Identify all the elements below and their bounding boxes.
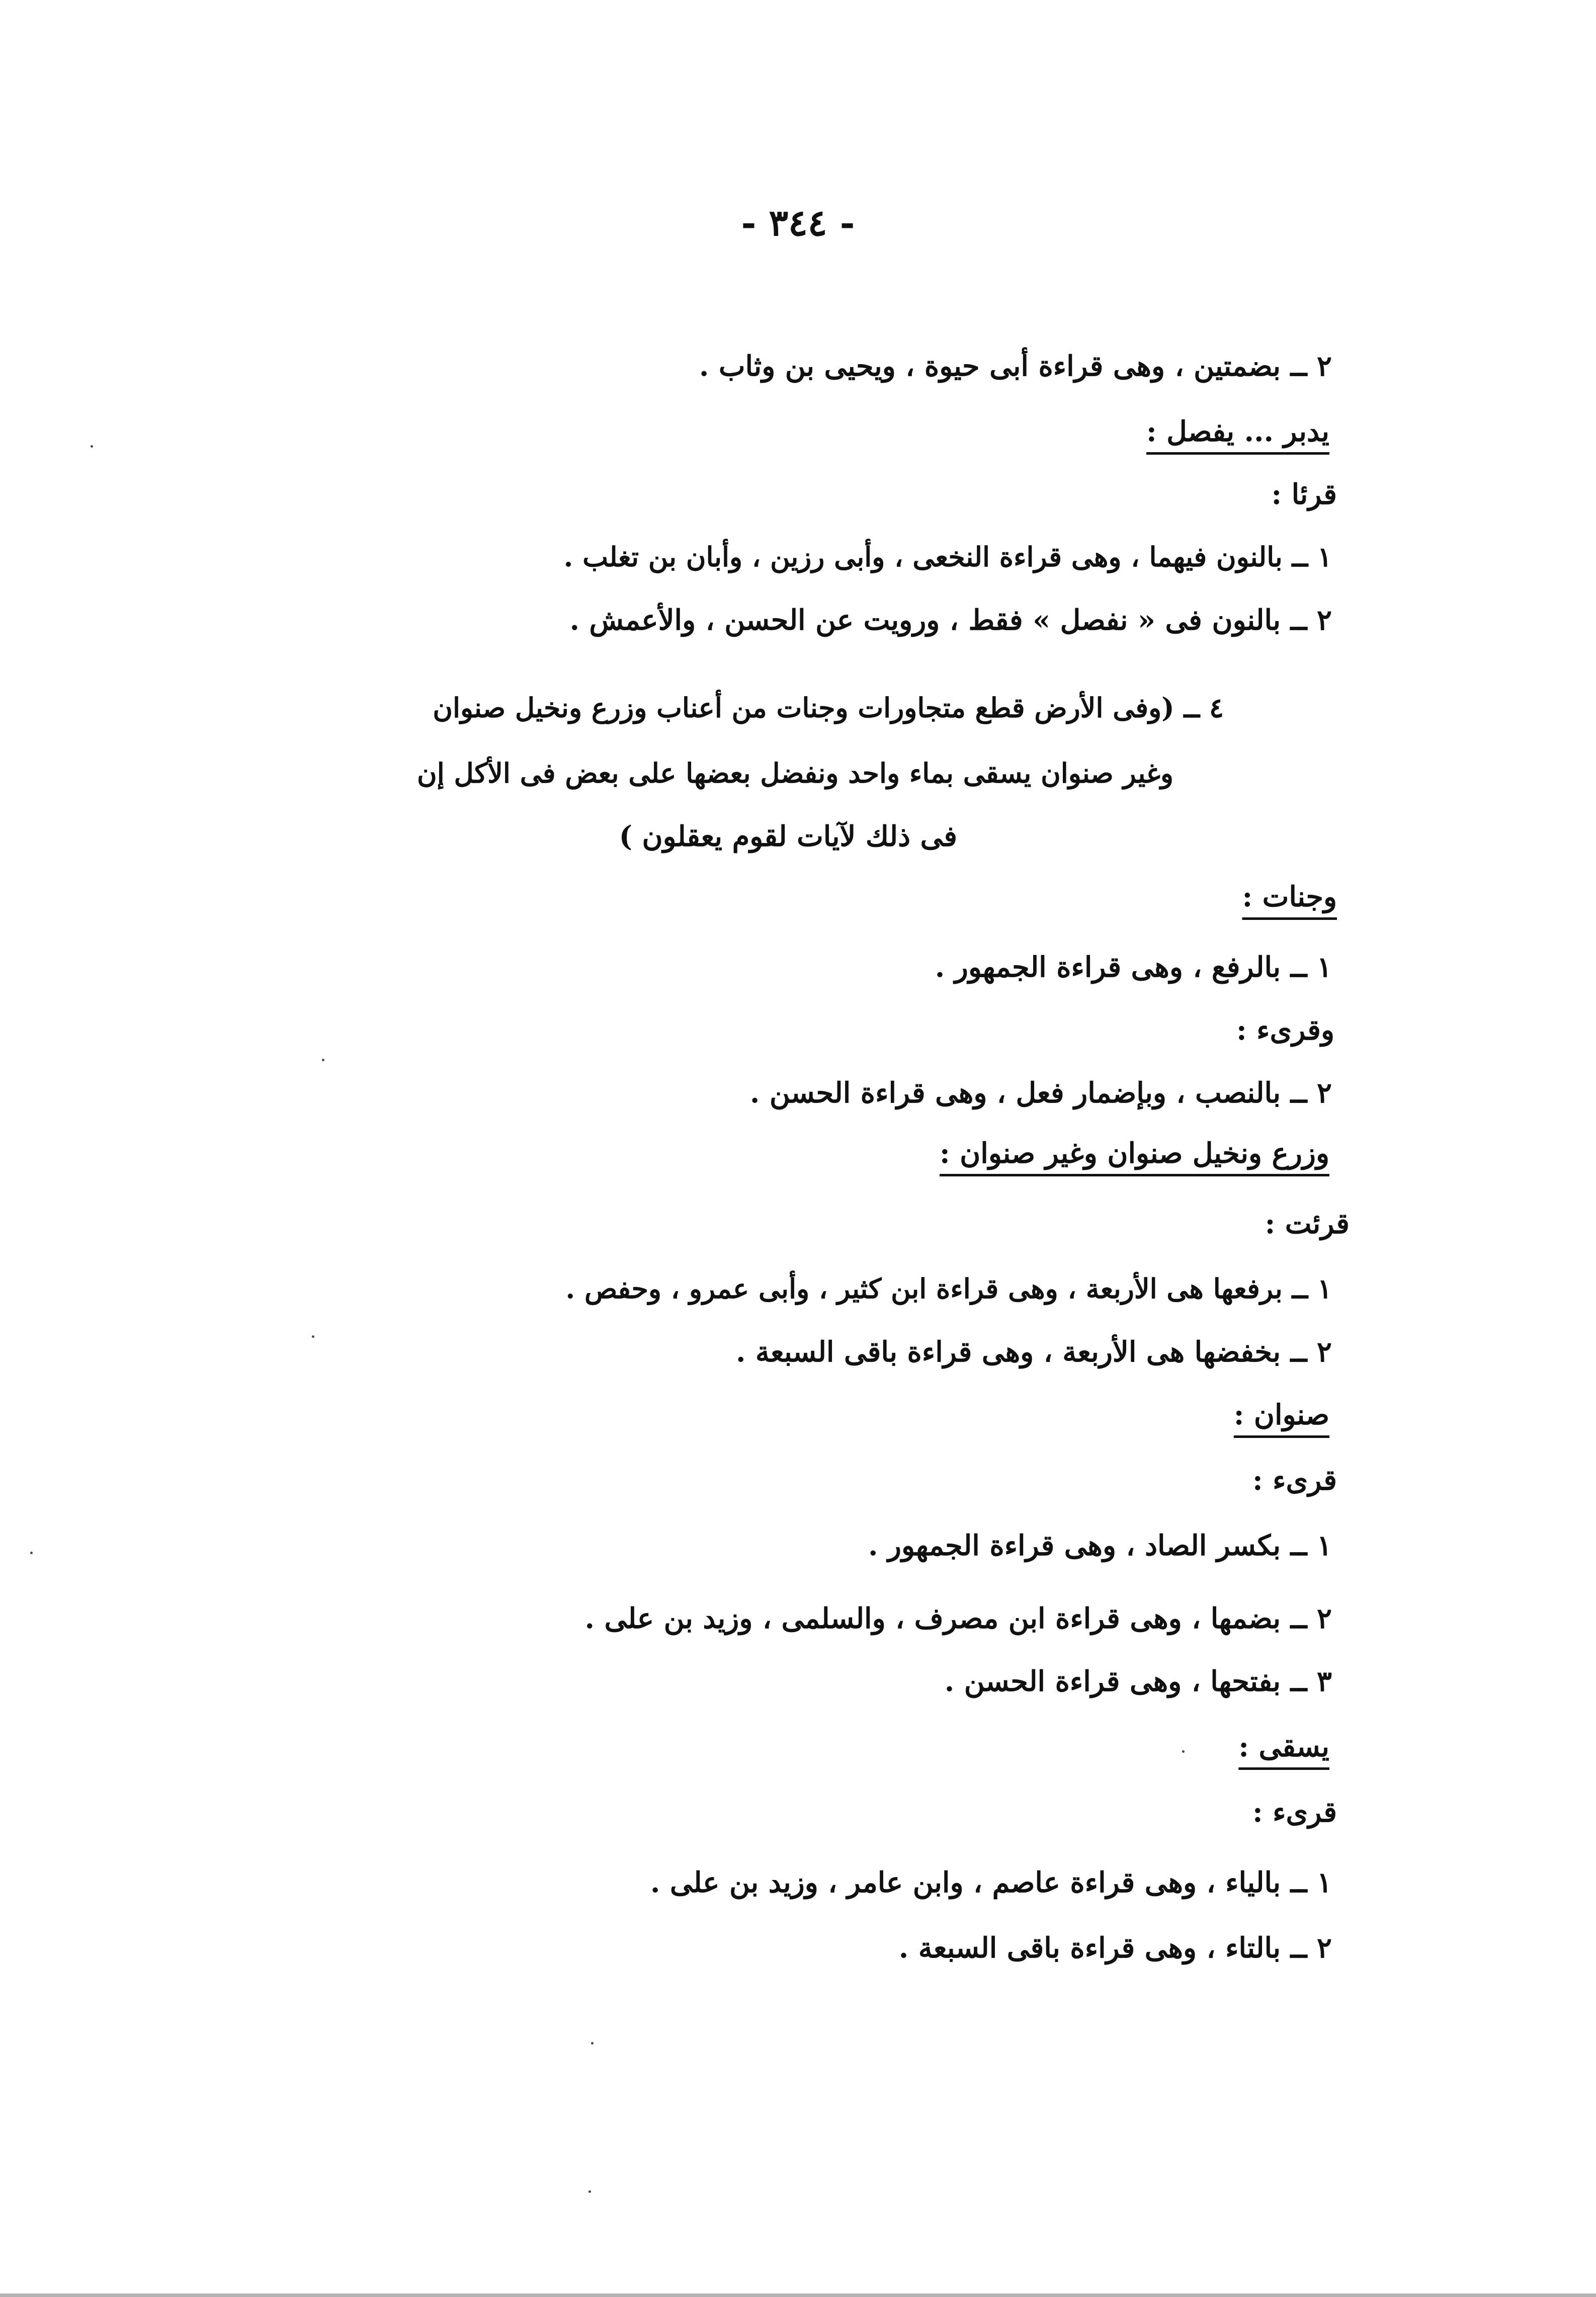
reading-line: ٢ ــ بضمها ، وهى قراءة ابن مصرف ، والسلمى ، وزيد بن على . (584, 1602, 1332, 1635)
verse-line: ٤ ــ (وفى الأرض قطع متجاورات وجنات من أعناب وزرع ونخيل صنوان (433, 692, 1224, 724)
reading-label: قرئت : (1265, 1207, 1350, 1240)
page-number: - ٣٤٤ - (741, 201, 855, 244)
section-heading: وجنات : (1242, 880, 1337, 913)
reading-line: ٢ ــ بالنون فى « نفصل » فقط ، ورويت عن الحسن ، والأعمش . (569, 604, 1332, 637)
reading-label: قرئا : (1271, 478, 1337, 511)
reading-line: ٢ ــ بالتاء ، وهى قراءة باقى السبعة . (898, 1931, 1332, 1965)
scan-speck (1182, 1750, 1185, 1753)
scan-speck (591, 2042, 594, 2045)
scan-speck (322, 1059, 324, 1061)
scan-speck (312, 1335, 314, 1338)
bottom-border (0, 2293, 1596, 2297)
section-heading: صنوان : (1233, 1398, 1329, 1431)
reading-label: وقرىء : (1236, 1013, 1334, 1047)
section-heading: يسقى : (1238, 1730, 1329, 1763)
section-heading: وزرع ونخيل صنوان وغير صنوان : (939, 1137, 1329, 1170)
section-heading: يدبر ... يفصل : (1146, 415, 1329, 448)
reading-line: ٣ ــ بفتحها ، وهى قراءة الحسن . (944, 1665, 1332, 1698)
verse-line: وغير صنوان يسقى بماء واحد ونفضل بعضها على بعض فى الأكل إن (417, 757, 1173, 789)
reading-line: ٢ ــ بخفضها هى الأربعة ، وهى قراءة باقى السبعة . (735, 1335, 1332, 1369)
reading-label: قرىء : (1252, 1464, 1337, 1497)
scan-speck (589, 2190, 591, 2193)
reading-line: ١ ــ بالياء ، وهى قراءة عاصم ، وابن عامر ، وزيد بن على . (650, 1866, 1332, 1899)
reading-line: ١ ــ بكسر الصاد ، وهى قراءة الجمهور . (868, 1529, 1332, 1562)
reading-line: ٢ ــ بضمتين ، وهى قراءة أبى حيوة ، ويحيى بن وثاب . (699, 350, 1332, 383)
reading-label: قرىء : (1252, 1796, 1337, 1829)
reading-line: ٢ ــ بالنصب ، وبإضمار فعل ، وهى قراءة الحسن . (749, 1076, 1332, 1110)
scan-speck (30, 1552, 33, 1554)
scan-speck (91, 445, 93, 448)
verse-line: فى ذلك لآيات لقوم يعقلون ) (619, 820, 957, 853)
reading-line: ١ ــ بالنون فيهما ، وهى قراءة النخعى ، وأبى رزين ، وأبان بن تغلب . (563, 541, 1332, 573)
reading-line: ١ ــ بالرفع ، وهى قراءة الجمهور . (935, 951, 1332, 984)
reading-line: ١ ــ برفعها هى الأربعة ، وهى قراءة ابن كثير ، وأبى عمرو ، وحفص . (565, 1272, 1332, 1305)
